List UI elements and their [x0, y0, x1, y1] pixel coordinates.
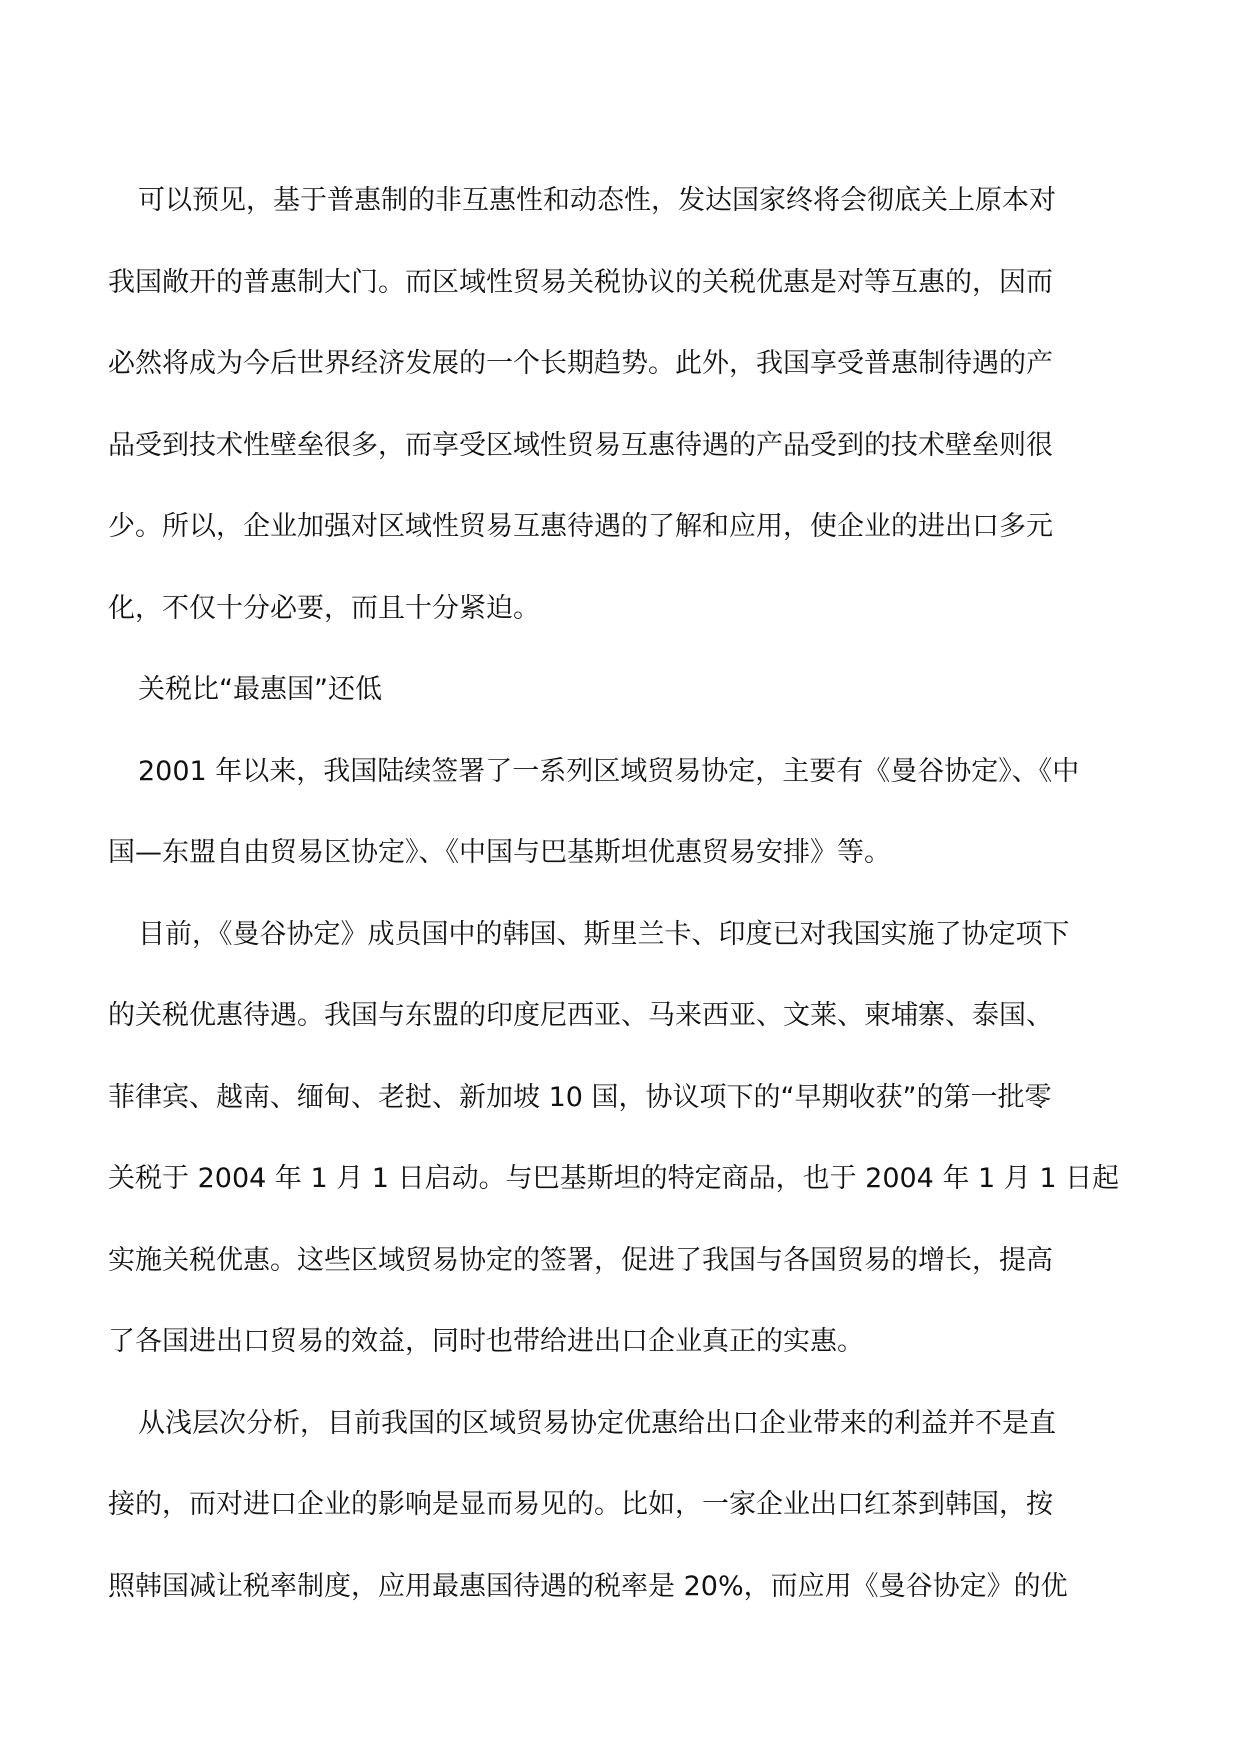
text-line: 接的，而对进口企业的影响是显而易见的。比如，一家企业出口红茶到韩国，按	[108, 1489, 1053, 1520]
text-line: 国—东盟自由贸易区协定》、《中国与巴基斯坦优惠贸易安排》等。	[108, 837, 891, 868]
document-body	[108, 160, 1143, 1627]
text-line: 照韩国减让税率制度，应用最惠国待遇的税率是 20%，而应用《曼谷协定》的优	[108, 1570, 1068, 1602]
text-line: 的关税优惠待遇。我国与东盟的印度尼西亚、马来西亚、文莱、柬埔寨、泰国、	[108, 1000, 1053, 1031]
heading-text: 关税比“最惠国”还低	[138, 674, 382, 705]
paragraph-gsp-outlook	[108, 160, 1143, 649]
text-line: 必然将成为今后世界经济发展的一个长期趋势。此外，我国享受普惠制待遇的产	[108, 348, 1053, 379]
paragraph-analysis	[108, 1383, 1143, 1628]
section-heading	[108, 649, 1143, 731]
text-line: 化，不仅十分必要，而且十分紧迫。	[108, 592, 540, 624]
text-line: 目前，《曼谷协定》成员国中的韩国、斯里兰卡、印度已对我国实施了协定项下	[138, 918, 1070, 950]
text-line: 关税于 2004 年 1 月 1 日启动。与巴基斯坦的特定商品，也于 2004 年 1 月 1 日起	[108, 1163, 1120, 1194]
text-line: 我国敞开的普惠制大门。而区域性贸易关税协议的关税优惠是对等互惠的，因而	[108, 266, 1053, 298]
text-line: 从浅层次分析，目前我国的区域贸易协定优惠给出口企业带来的利益并不是直	[138, 1407, 1056, 1439]
text-line: 少。所以，企业加强对区域性贸易互惠待遇的了解和应用，使企业的进出口多元	[108, 511, 1053, 542]
text-line: 品受到技术性壁垒很多，而享受区域性贸易互惠待遇的产品受到的技术壁垒则很	[108, 429, 1053, 461]
paragraph-current-status	[108, 894, 1143, 1383]
paragraph-agreements	[108, 731, 1143, 894]
text-line: 菲律宾、越南、缅甸、老挝、新加坡 10 国，协议项下的“早期收获”的第一批零	[108, 1081, 1052, 1113]
text-line: 了各国进出口贸易的效益，同时也带给进出口企业真正的实惠。	[108, 1326, 864, 1357]
text-line: 实施关税优惠。这些区域贸易协定的签署，促进了我国与各国贸易的增长，提高	[108, 1244, 1053, 1276]
text-line: 可以预见，基于普惠制的非互惠性和动态性，发达国家终将会彻底关上原本对	[138, 185, 1056, 216]
text-line: 2001 年以来，我国陆续签署了一系列区域贸易协定，主要有《曼谷协定》、《中	[138, 755, 1080, 787]
